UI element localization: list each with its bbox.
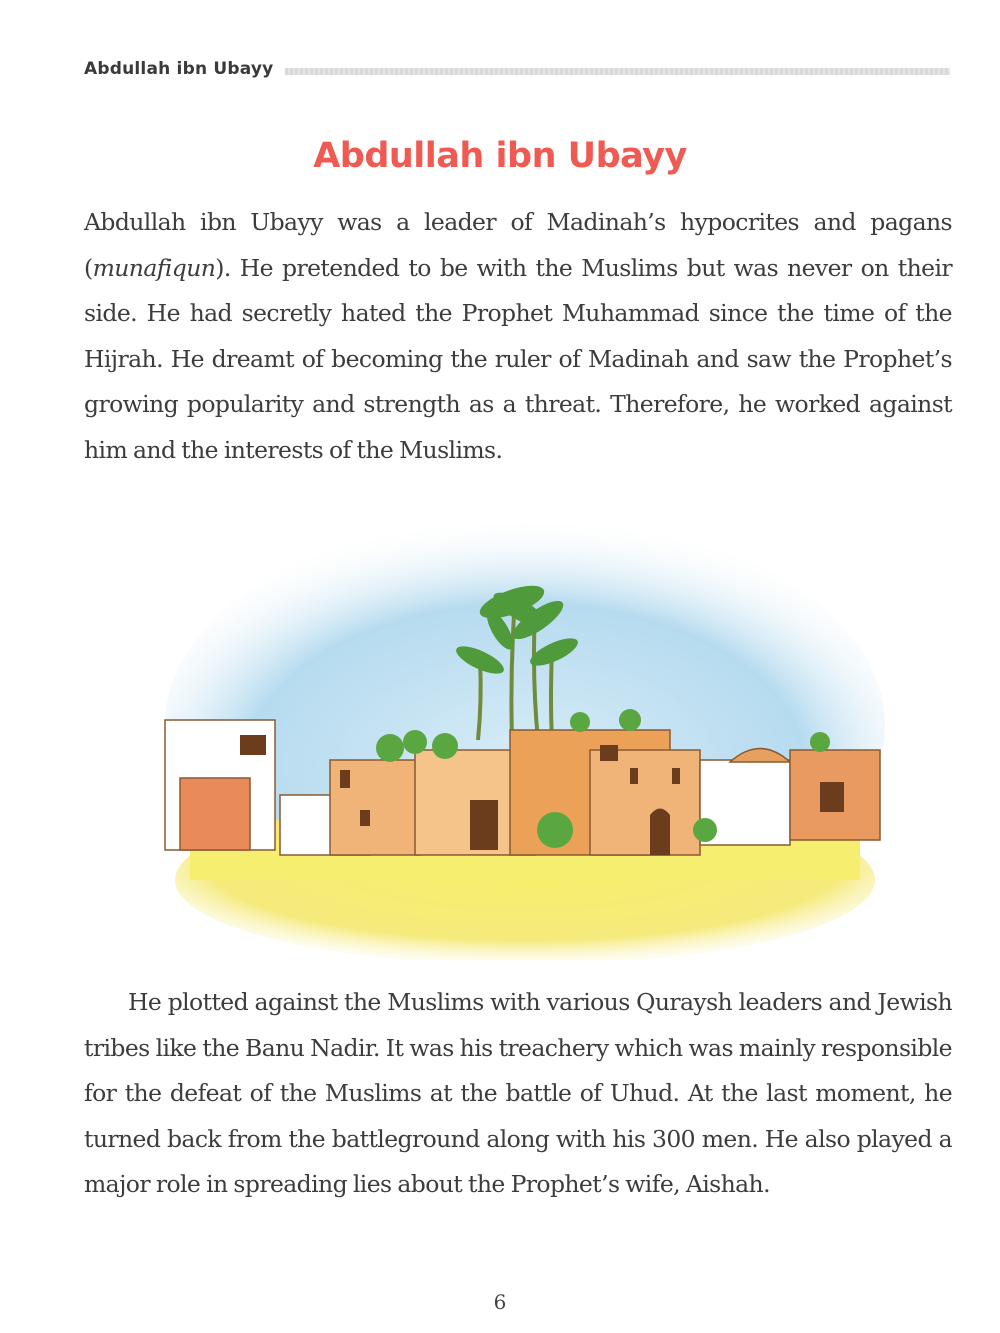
- paragraph-intro-text-2: ). He pretended to be with the Muslims but was never on their side. He had secretly hated the Prophet Muhammad since the time of the Hijrah. He dreamt of becoming the ruler of Madinah and saw the Prophet’s growing popularity and strength as a threat. Therefore, he worked against him and the interests of the Muslims.: [84, 253, 952, 464]
- paragraph-intro: [84, 200, 952, 473]
- running-head: [84, 54, 950, 84]
- madinah-town-illustration: [160, 510, 890, 960]
- running-head-title: Abdullah ibn Ubayy: [84, 59, 274, 79]
- page-number: 6: [493, 1290, 507, 1314]
- paragraph-uhud: He plotted against the Muslims with various Quraysh leaders and Jewish tribes like the Banu Nadir. It was his treachery which was mainly responsible for the defeat of the Muslims at the battle of Uhud. At the last moment, he turned back from the battleground along with his 300 men. He also played a major role in spreading lies about the Prophet’s wife, Aishah.: [84, 988, 952, 1198]
- term-munafiqun: munafiqun: [92, 253, 216, 282]
- paragraph-intro-text-1: Abdullah ibn Ubayy was a leader of Madinah’s hypocrites and pagans (: [84, 208, 952, 282]
- running-head-rule: [285, 68, 950, 75]
- chapter-title: Abdullah ibn Ubayy: [313, 136, 687, 176]
